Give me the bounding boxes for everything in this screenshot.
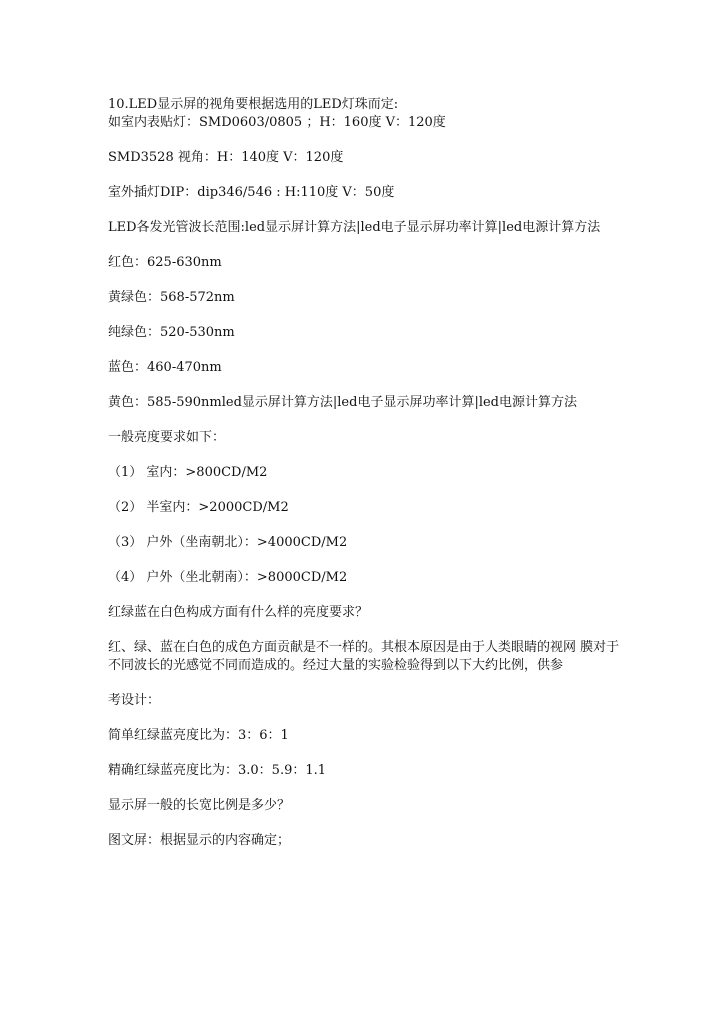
text-line: 黄绿色：568-572nm (108, 290, 235, 305)
question-line: 显示屏一般的长宽比例是多少？ (108, 798, 291, 813)
text-line: 蓝色：460-470nm (108, 360, 222, 375)
text-line: 如室内表贴灯：SMD0603/0805 ；H：160度 V：120度 (108, 115, 446, 130)
list-item: （2） 半室内：>2000CD/M2 (108, 500, 289, 515)
list-item: （1） 室内：>800CD/M2 (108, 465, 268, 480)
text-line: 红色：625-630nm (108, 255, 222, 270)
text-line: 一般亮度要求如下： (108, 430, 226, 445)
text-paragraph: LED各发光管波长范围:led显示屏计算方法|led电子显示屏功率计算|led电源计算方法 (108, 220, 601, 235)
text-line: 室外插灯DIP：dip346/546 : H:110度 V：50度 (108, 185, 395, 200)
text-line: 精确红绿蓝亮度比为：3.0：5.9：1.1 (108, 763, 327, 778)
document-page (108, 96, 628, 850)
text-line: 考设计： (108, 693, 161, 708)
text-paragraph: 红、绿、蓝在白色的成色方面贡献是不一样的。其根本原因是由于人类眼睛的视网 膜对于不同波长的光感觉不同而造成的。经过大量的实验检验得到以下大约比例，供参 (108, 640, 620, 673)
text-line: 简单红绿蓝亮度比为：3：6：1 (108, 728, 289, 743)
text-line: 纯绿色：520-530nm (108, 325, 235, 340)
question-line: 红绿蓝在白色构成方面有什么样的亮度要求？ (108, 605, 369, 620)
text-line: SMD3528 视角：H：140度 V：120度 (108, 150, 344, 165)
heading-line: 10.LED显示屏的视角要根据选用的LED灯珠而定: (108, 97, 399, 112)
list-item: （3） 户外（坐南朝北）：>4000CD/M2 (108, 535, 348, 550)
text-paragraph: 黄色：585-590nmled显示屏计算方法|led电子显示屏功率计算|led电源计算方法 (108, 395, 577, 410)
text-line: 图文屏：根据显示的内容确定； (108, 833, 291, 848)
list-item: （4） 户外（坐北朝南）：>8000CD/M2 (108, 570, 348, 585)
